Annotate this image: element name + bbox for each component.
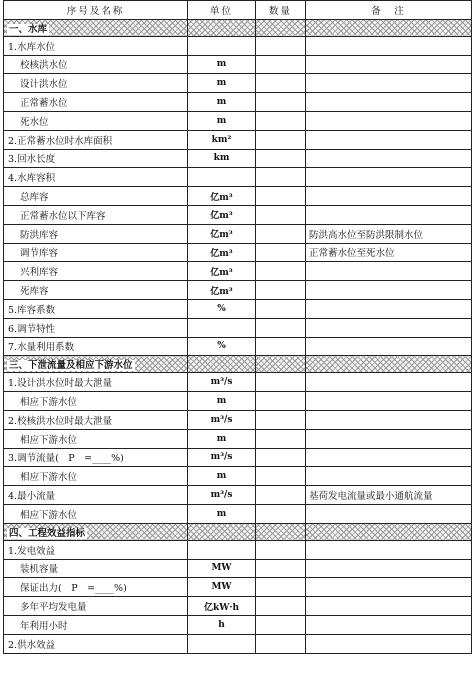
item-quantity — [256, 467, 306, 486]
item-unit: m — [188, 467, 256, 486]
item-unit: m — [188, 504, 256, 523]
item-remark — [306, 36, 472, 55]
item-quantity — [256, 429, 306, 448]
table-body — [4, 19, 472, 653]
item-remark — [306, 448, 472, 467]
item-quantity — [256, 504, 306, 523]
hatched-cell — [256, 356, 306, 373]
item-quantity — [256, 168, 306, 187]
item-name: 死水位 — [4, 111, 188, 130]
item-unit: m — [188, 111, 256, 130]
item-name: 2.正常蓄水位时水库面积 — [4, 130, 188, 149]
item-remark — [306, 559, 472, 578]
table-row — [4, 205, 472, 224]
table-row — [4, 597, 472, 616]
table-row — [4, 74, 472, 93]
table-row — [4, 392, 472, 411]
item-unit — [188, 318, 256, 337]
item-name: 调节库容 — [4, 243, 188, 262]
table-row — [4, 467, 472, 486]
item-quantity — [256, 448, 306, 467]
item-remark — [306, 149, 472, 168]
table-row — [4, 540, 472, 559]
item-quantity — [256, 392, 306, 411]
table-row — [4, 224, 472, 243]
item-remark — [306, 299, 472, 318]
item-quantity — [256, 281, 306, 300]
table-row — [4, 55, 472, 74]
hatched-cell — [256, 19, 306, 36]
item-quantity — [256, 130, 306, 149]
item-name: 3.调节流量( P =____%) — [4, 448, 188, 467]
hatched-cell — [188, 19, 256, 36]
table-row — [4, 243, 472, 262]
item-remark — [306, 373, 472, 392]
item-quantity — [256, 36, 306, 55]
table-row — [4, 373, 472, 392]
table-row — [4, 149, 472, 168]
table-row — [4, 111, 472, 130]
item-quantity — [256, 224, 306, 243]
item-remark — [306, 262, 472, 281]
section-title: 三、下泄流量及相应下游水位 — [9, 360, 133, 372]
item-unit: % — [188, 337, 256, 356]
item-remark — [306, 93, 472, 112]
item-name: 3.回水长度 — [4, 149, 188, 168]
item-remark — [306, 205, 472, 224]
header-quantity: 数量 — [256, 1, 306, 20]
item-quantity — [256, 486, 306, 505]
item-unit: % — [188, 299, 256, 318]
item-unit: 亿kW·h — [188, 597, 256, 616]
item-quantity — [256, 597, 306, 616]
table-row — [4, 187, 472, 206]
item-remark — [306, 187, 472, 206]
item-quantity — [256, 410, 306, 429]
table-row — [4, 504, 472, 523]
item-name: 正常蓄水位 — [4, 93, 188, 112]
section-title: 一、水库 — [9, 23, 48, 35]
table-row — [4, 36, 472, 55]
item-quantity — [256, 55, 306, 74]
item-unit — [188, 540, 256, 559]
table-row — [4, 281, 472, 300]
item-unit: m — [188, 93, 256, 112]
item-unit: MW — [188, 559, 256, 578]
item-remark — [306, 634, 472, 653]
section-title: 四、工程效益指标 — [9, 527, 86, 539]
item-remark: 正常蓄水位至死水位 — [306, 243, 472, 262]
item-unit: m — [188, 392, 256, 411]
item-name: 校核洪水位 — [4, 55, 188, 74]
item-quantity — [256, 578, 306, 597]
section-header-row — [4, 356, 472, 373]
item-remark — [306, 111, 472, 130]
item-name: 正常蓄水位以下库容 — [4, 205, 188, 224]
item-unit: 亿m³ — [188, 262, 256, 281]
item-name: 4.最小流量 — [4, 486, 188, 505]
item-name: 6.调节特性 — [4, 318, 188, 337]
table-row — [4, 130, 472, 149]
item-name: 装机容量 — [4, 559, 188, 578]
item-quantity — [256, 318, 306, 337]
item-remark — [306, 615, 472, 634]
item-quantity — [256, 187, 306, 206]
hatched-cell — [306, 356, 472, 373]
item-quantity — [256, 205, 306, 224]
item-unit: h — [188, 615, 256, 634]
item-quantity — [256, 634, 306, 653]
item-name: 7.水量利用系数 — [4, 337, 188, 356]
item-name: 相应下游水位 — [4, 504, 188, 523]
item-remark — [306, 504, 472, 523]
item-unit: 亿m³ — [188, 187, 256, 206]
item-unit: m³/s — [188, 448, 256, 467]
table-row — [4, 410, 472, 429]
table-row — [4, 429, 472, 448]
item-remark — [306, 337, 472, 356]
engineering-characteristics-table — [3, 0, 472, 654]
item-unit — [188, 634, 256, 653]
item-quantity — [256, 373, 306, 392]
item-remark — [306, 55, 472, 74]
item-remark — [306, 597, 472, 616]
item-name: 相应下游水位 — [4, 392, 188, 411]
item-remark — [306, 281, 472, 300]
item-remark: 基荷发电流量或最小通航流量 — [306, 486, 472, 505]
table-row — [4, 168, 472, 187]
item-name: 年利用小时 — [4, 615, 188, 634]
item-unit: 亿m³ — [188, 243, 256, 262]
item-remark — [306, 410, 472, 429]
item-name: 死库容 — [4, 281, 188, 300]
item-name: 总库容 — [4, 187, 188, 206]
item-remark — [306, 467, 472, 486]
item-remark — [306, 392, 472, 411]
item-unit: m³/s — [188, 373, 256, 392]
item-unit: km — [188, 149, 256, 168]
item-name: 相应下游水位 — [4, 429, 188, 448]
table-row — [4, 93, 472, 112]
item-unit — [188, 36, 256, 55]
item-remark — [306, 578, 472, 597]
item-remark — [306, 168, 472, 187]
item-unit: m — [188, 74, 256, 93]
section-title-cell — [4, 356, 188, 373]
item-name: 兴利库容 — [4, 262, 188, 281]
item-quantity — [256, 243, 306, 262]
item-unit: 亿m³ — [188, 224, 256, 243]
item-quantity — [256, 262, 306, 281]
item-unit: km² — [188, 130, 256, 149]
hatched-cell — [306, 19, 472, 36]
item-unit: m — [188, 55, 256, 74]
item-quantity — [256, 559, 306, 578]
table-row — [4, 337, 472, 356]
table-row — [4, 559, 472, 578]
item-name: 1.发电效益 — [4, 540, 188, 559]
table-row — [4, 262, 472, 281]
item-name: 防洪库容 — [4, 224, 188, 243]
table-row — [4, 448, 472, 467]
item-quantity — [256, 299, 306, 318]
item-unit: m³/s — [188, 410, 256, 429]
item-quantity — [256, 74, 306, 93]
section-header-row — [4, 523, 472, 540]
item-unit: MW — [188, 578, 256, 597]
table-row — [4, 486, 472, 505]
item-name: 多年平均发电量 — [4, 597, 188, 616]
table-row — [4, 299, 472, 318]
section-title-cell — [4, 523, 188, 540]
item-name: 2.供水效益 — [4, 634, 188, 653]
item-remark — [306, 130, 472, 149]
item-quantity — [256, 111, 306, 130]
header-name: 序号及名称 — [4, 1, 188, 20]
hatched-cell — [306, 523, 472, 540]
hatched-cell — [256, 523, 306, 540]
section-title-cell — [4, 19, 188, 36]
table-row — [4, 318, 472, 337]
item-unit: m³/s — [188, 486, 256, 505]
item-name: 设计洪水位 — [4, 74, 188, 93]
header-remark: 备 注 — [306, 1, 472, 20]
item-name: 相应下游水位 — [4, 467, 188, 486]
item-unit — [188, 168, 256, 187]
item-name: 1.水库水位 — [4, 36, 188, 55]
item-remark — [306, 429, 472, 448]
item-name: 1.设计洪水位时最大泄量 — [4, 373, 188, 392]
hatched-cell — [188, 523, 256, 540]
table-row — [4, 634, 472, 653]
item-unit: 亿m³ — [188, 205, 256, 224]
item-quantity — [256, 149, 306, 168]
table-row — [4, 578, 472, 597]
item-quantity — [256, 540, 306, 559]
item-remark — [306, 74, 472, 93]
header-unit: 单位 — [188, 1, 256, 20]
item-remark: 防洪高水位至防洪限制水位 — [306, 224, 472, 243]
item-unit: 亿m³ — [188, 281, 256, 300]
hatched-cell — [188, 356, 256, 373]
item-remark — [306, 540, 472, 559]
table-row — [4, 615, 472, 634]
table-header-row — [4, 1, 472, 20]
item-quantity — [256, 615, 306, 634]
item-quantity — [256, 337, 306, 356]
item-unit: m — [188, 429, 256, 448]
section-header-row — [4, 19, 472, 36]
item-name: 4.水库容积 — [4, 168, 188, 187]
item-name: 5.库容系数 — [4, 299, 188, 318]
item-name: 2.校核洪水位时最大泄量 — [4, 410, 188, 429]
item-remark — [306, 318, 472, 337]
item-quantity — [256, 93, 306, 112]
item-name: 保证出力( P =____%) — [4, 578, 188, 597]
